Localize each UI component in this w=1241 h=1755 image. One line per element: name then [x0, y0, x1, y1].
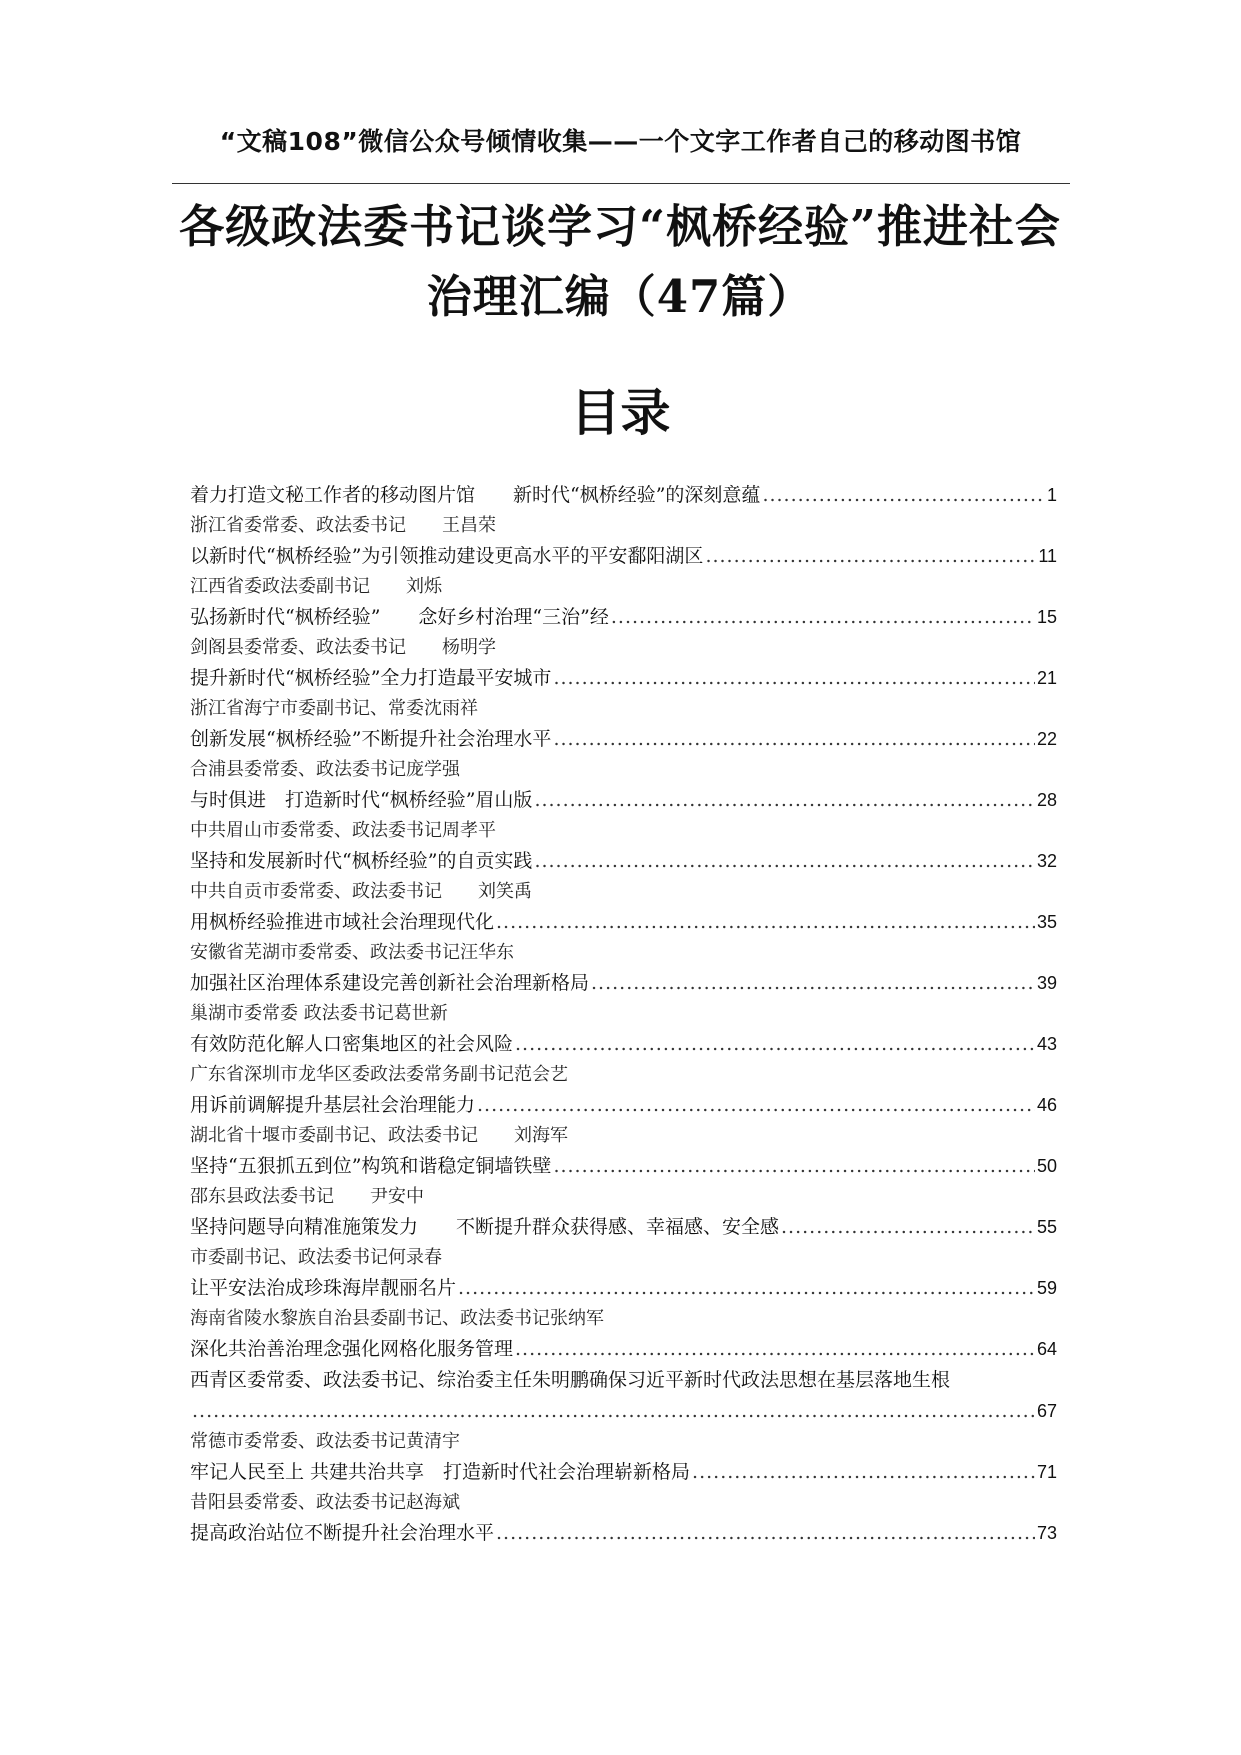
toc-entry[interactable]: [190, 663, 1057, 724]
toc-page-number: 28: [1036, 790, 1057, 810]
toc-leader-dots: [705, 541, 1036, 572]
toc-entry-title: 以新时代“枫桥经验”为引领推动建设更高水平的平安鄱阳湖区: [190, 545, 704, 567]
toc-leader-dots: [611, 602, 1035, 633]
toc-leader-dots: [553, 663, 1035, 694]
toc-leader-dots: [553, 1151, 1035, 1182]
toc-leader-dots: [534, 846, 1035, 877]
toc-entry-author: 中共自贡市委常委、政法委书记 刘笑禹: [190, 881, 532, 902]
toc-page-number: 21: [1036, 668, 1057, 688]
toc-entry[interactable]: [190, 602, 1057, 663]
toc-heading: 目录: [570, 383, 671, 442]
toc-entry[interactable]: [190, 1151, 1057, 1212]
toc-leader-dots: [591, 968, 1035, 999]
toc-leader-dots: [515, 1334, 1035, 1365]
toc-entry[interactable]: [190, 846, 1057, 907]
toc-entry-title: 坚持“五狠抓五到位”构筑和谐稳定铜墙铁壁: [190, 1155, 552, 1177]
toc-page-number: 22: [1036, 729, 1057, 749]
toc-entry-author: 浙江省委常委、政法委书记 王昌荣: [190, 515, 496, 536]
header-divider: [172, 183, 1070, 184]
toc-entry-author: 市委副书记、政法委书记何录春: [190, 1247, 442, 1268]
toc-page-number: 15: [1036, 607, 1057, 627]
toc-entry[interactable]: [190, 907, 1057, 968]
toc-leader-dots: [781, 1212, 1035, 1243]
toc-entry[interactable]: [190, 1457, 1057, 1518]
toc-entry-author: 剑阁县委常委、政法委书记 杨明学: [190, 637, 496, 658]
toc-entry-title: 坚持问题导向精准施策发力 不断提升群众获得感、幸福感、安全感: [190, 1216, 780, 1238]
toc-leader-dots: [515, 1029, 1035, 1060]
toc-page-number: 32: [1036, 851, 1057, 871]
table-of-contents: [190, 480, 1057, 1549]
toc-entry-author: 湖北省十堰市委副书记、政法委书记 刘海军: [190, 1125, 568, 1146]
toc-entry[interactable]: [190, 1029, 1057, 1090]
toc-entry-author: 邵东县政法委书记 尹安中: [190, 1186, 424, 1207]
toc-leader-dots: [762, 480, 1045, 511]
toc-page-number: 71: [1036, 1462, 1057, 1482]
toc-entry[interactable]: [190, 1090, 1057, 1151]
toc-entry-title: 用诉前调解提升基层社会治理能力: [190, 1094, 476, 1116]
toc-leader-dots: [477, 1090, 1035, 1121]
toc-page-number: 67: [1036, 1401, 1057, 1421]
toc-entry-title: 坚持和发展新时代“枫桥经验”的自贡实践: [190, 850, 533, 872]
toc-entry-title: 弘扬新时代“枫桥经验” 念好乡村治理“三治”经: [190, 606, 609, 628]
toc-entry[interactable]: [190, 968, 1057, 1029]
toc-entry-author: 安徽省芜湖市委常委、政法委书记汪华东: [190, 942, 514, 963]
toc-page-number: 55: [1036, 1217, 1057, 1237]
toc-page-number: 46: [1036, 1095, 1057, 1115]
toc-entry[interactable]: [190, 1518, 1057, 1549]
toc-entry-title: 提升新时代“枫桥经验”全力打造最平安城市: [190, 667, 552, 689]
toc-entry-author: 合浦县委常委、政法委书记庞学强: [190, 759, 460, 780]
toc-entry-title: 牢记人民至上 共建共治共享 打造新时代社会治理崭新格局: [190, 1461, 691, 1483]
toc-entry-author: 昔阳县委常委、政法委书记赵海斌: [190, 1492, 460, 1513]
toc-entry[interactable]: [190, 541, 1057, 602]
toc-entry-title: 创新发展“枫桥经验”不断提升社会治理水平: [190, 728, 552, 750]
toc-leader-dots: [534, 785, 1035, 816]
toc-entry-title: 与时俱进 打造新时代“枫桥经验”眉山版: [190, 789, 533, 811]
toc-leader-dots: [496, 907, 1035, 938]
toc-entry-author: 常德市委常委、政法委书记黄清宇: [190, 1431, 460, 1452]
toc-page-number: 43: [1036, 1034, 1057, 1054]
toc-entry[interactable]: [190, 785, 1057, 846]
toc-entry[interactable]: [190, 724, 1057, 785]
toc-leader-dots: [692, 1457, 1035, 1488]
toc-leader-dots: [496, 1518, 1035, 1549]
toc-entry[interactable]: [190, 1365, 1057, 1457]
toc-entry[interactable]: [190, 1212, 1057, 1273]
toc-entry-title: 着力打造文秘工作者的移动图片馆 新时代“枫桥经验”的深刻意蕴: [190, 484, 761, 506]
toc-entry-title: 深化共治善治理念强化网格化服务管理: [190, 1338, 514, 1360]
toc-entry-title: 有效防范化解人口密集地区的社会风险: [190, 1033, 514, 1055]
toc-page-number: 73: [1036, 1523, 1057, 1543]
toc-entry-title: 西青区委常委、政法委书记、综治委主任朱明鹏确保习近平新时代政法思想在基层落地生根: [190, 1369, 951, 1391]
toc-page-number: 39: [1036, 973, 1057, 993]
toc-leader-dots: [553, 724, 1035, 755]
toc-page-number: 59: [1036, 1278, 1057, 1298]
toc-entry[interactable]: [190, 1273, 1057, 1334]
toc-entry-author: 江西省委政法委副书记 刘烁: [190, 576, 442, 597]
toc-entry-title: 提高政治站位不断提升社会治理水平: [190, 1522, 495, 1544]
toc-leader-dots: [458, 1273, 1035, 1304]
toc-entry-author: 巢湖市委常委 政法委书记葛世新: [190, 1003, 448, 1024]
toc-entry-title: 加强社区治理体系建设完善创新社会治理新格局: [190, 972, 590, 994]
document-title: 各级政法委书记谈学习“枫桥经验”推进社会治理汇编（47篇）: [179, 200, 1061, 323]
toc-leader-dots: [192, 1396, 1035, 1427]
toc-entry[interactable]: [190, 480, 1057, 541]
header-tagline: “文稿108”微信公众号倾情收集——一个文字工作者自己的移动图书馆: [219, 127, 1022, 156]
toc-entry-author: 海南省陵水黎族自治县委副书记、政法委书记张纳军: [190, 1308, 604, 1329]
toc-entry-author: 中共眉山市委常委、政法委书记周孝平: [190, 820, 496, 841]
toc-page-number: 1: [1046, 485, 1057, 505]
toc-page-number: 11: [1038, 546, 1057, 566]
toc-entry-title: 让平安法治成珍珠海岸靓丽名片: [190, 1277, 457, 1299]
toc-entry-author: 广东省深圳市龙华区委政法委常务副书记范会艺: [190, 1064, 568, 1085]
toc-entry[interactable]: [190, 1334, 1057, 1365]
toc-page-number: 50: [1036, 1156, 1057, 1176]
toc-page-number: 64: [1036, 1339, 1057, 1359]
toc-entry-author: 浙江省海宁市委副书记、常委沈雨祥: [190, 698, 478, 719]
toc-entry-title: 用枫桥经验推进市域社会治理现代化: [190, 911, 495, 933]
toc-page-number: 35: [1036, 912, 1057, 932]
